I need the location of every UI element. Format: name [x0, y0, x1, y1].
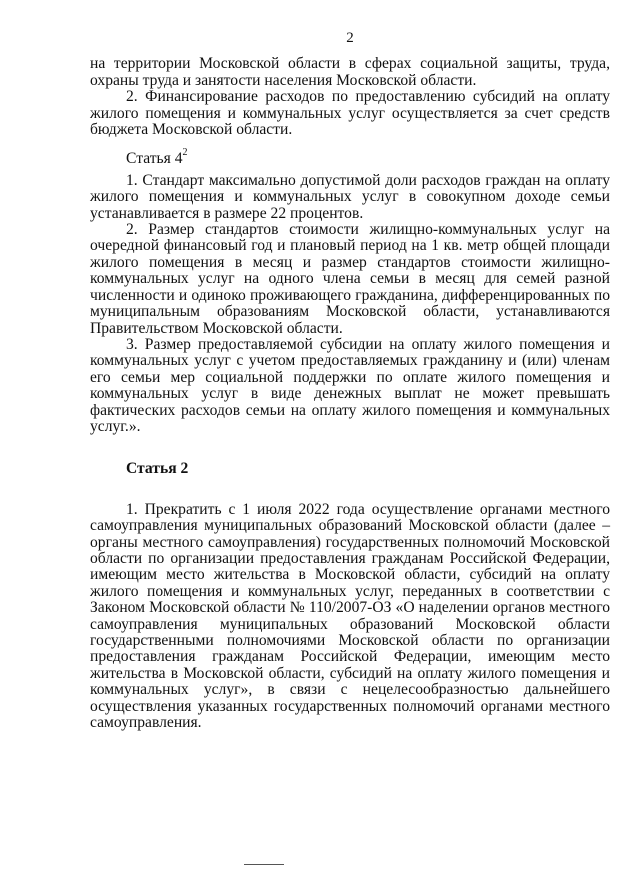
document-page: [90, 30, 610, 731]
intro-paragraph-financing: 2. Финансирование расходов по предоставлению субсидий на оплату жилого помещения и коммунальных услуг осуществляется за счет средств бюджета Московской области.: [90, 88, 610, 139]
article-4-2-superscript: 2: [182, 147, 188, 159]
article-4-2-title: Статья 4: [126, 150, 183, 168]
article-2-heading: Статья 2: [126, 460, 189, 478]
intro-paragraph-continuation: на территории Московской области в сферах социальной защиты, труда, охраны труда и занятости населения Московской области.: [90, 55, 610, 89]
article-4-2-paragraph-2: 2. Размер стандартов стоимости жилищно-коммунальных услуг на очередной финансовый год и плановый период на 1 кв. метр общей площади жилого помещения в месяц и размер стандартов стоимости жилищно-коммунальных услуг на одного члена семьи в месяц для семей разной численности и одиноко проживающего гражданина, дифференцированных по муниципальным образованиям Московской области, устанавливаются Правительством Московской области.: [90, 221, 610, 337]
article-4-2-paragraph-3: 3. Размер предоставляемой субсидии на оплату жилого помещения и коммунальных услуг с учетом предоставляемых гражданину и (или) членам его семьи мер социальной поддержки по оплате жилого помещения и коммунальных услуг в виде денежных выплат не может превышать фактических расходов семьи на оплату жилого помещения и коммунальных услуг.».: [90, 335, 610, 435]
article-4-2-heading: [90, 147, 610, 168]
page-number: 2: [346, 30, 354, 46]
article-4-2-paragraph-1: 1. Стандарт максимально допустимой доли расходов граждан на оплату жилого помещения и коммунальных услуг в совокупном доходе семьи устанавливается в размере 22 процентов.: [90, 171, 610, 222]
article-2-paragraph-1: 1. Прекратить с 1 июля 2022 года осуществление органами местного самоуправления муниципальных образований Московской области (далее – органы местного самоуправления) государственных полномочий Московской области по организации предоставления гражданам Российской Федерации, имеющим место жительства в Московской области, субсидий на оплату жилого помещения и коммунальных услуг, переданных в соответствии с Законом Московской области № 110/2007-ОЗ «О наделении органов местного самоуправления муниципальных образований Московской области государственными полномочиями Московской области по организации предоставления гражданам Российской Федерации, имеющим место жительства в Московской области, субсидий на оплату жилого помещения и коммунальных услуг», в связи с нецелесообразностью дальнейшего осуществления указанных государственных полномочий органами местного самоуправления.: [90, 500, 610, 732]
footer-divider: [244, 864, 284, 865]
